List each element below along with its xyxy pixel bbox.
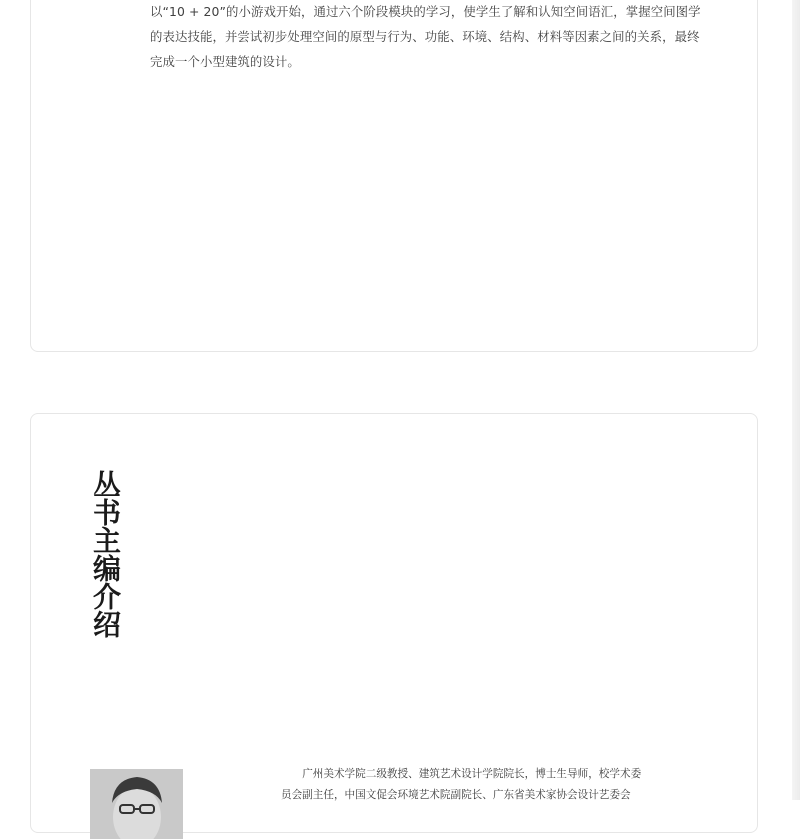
- course-intro-text: 以“10 + 20”的小游戏开始，通过六个阶段模块的学习，使学生了解和认知空间语汇，掌握空间图学的表达技能，并尝试初步处理空间的原型与行为、功能、环境、结构、材料等因素之间的关系，最终完成一个小型建筑的设计。: [150, 4, 701, 69]
- series-editor-bio: 广州美术学院二级教授、建筑艺术设计学院院长，博士生导师，校学术委员会副主任，中国文促会环境艺术院副院长、广东省美术家协会设计艺委会: [281, 768, 642, 801]
- series-editor-card: [30, 413, 758, 833]
- editor-portrait-icon: [90, 769, 183, 839]
- series-editor-title: 丛书主编介绍: [89, 470, 122, 638]
- course-intro-card: [30, 0, 758, 352]
- editor-photo: [90, 769, 183, 839]
- page-edge: [792, 0, 800, 800]
